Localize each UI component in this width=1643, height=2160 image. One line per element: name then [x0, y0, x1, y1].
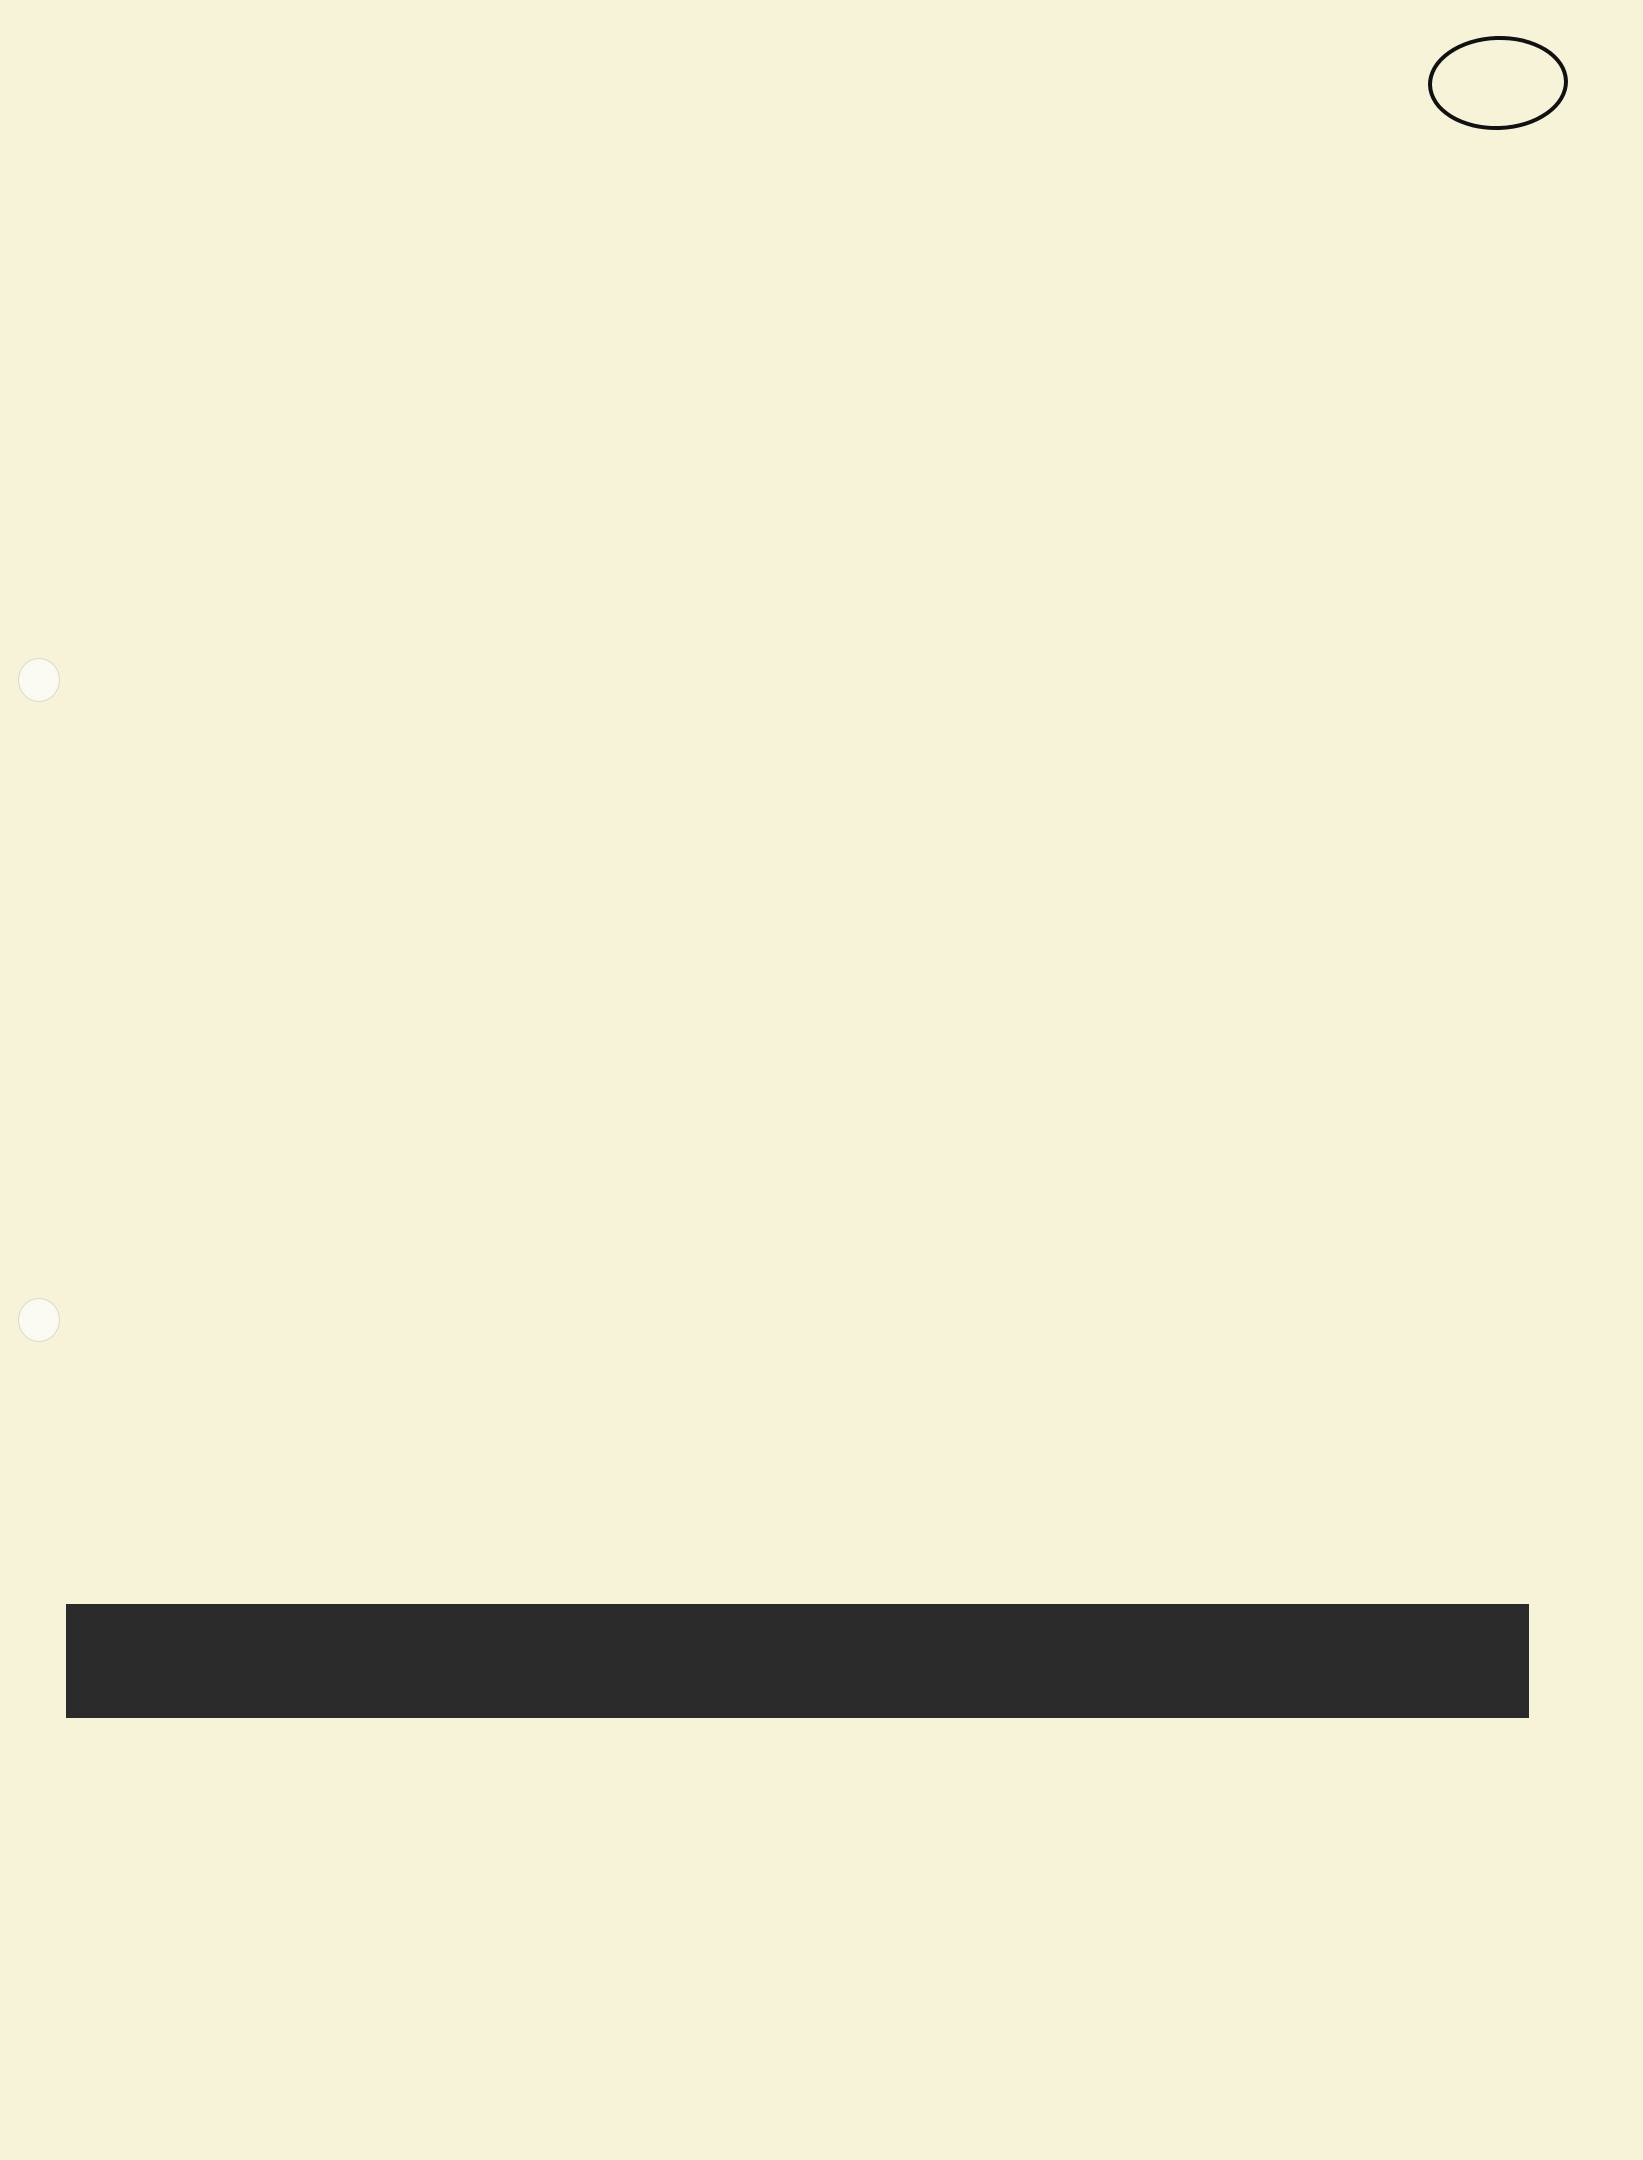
binder-hole-top — [18, 658, 60, 702]
dancing-figures-illustration — [66, 1604, 1529, 1718]
page-number-badge — [1426, 34, 1569, 133]
dotted-border-top — [15, 68, 1415, 128]
dancing-women-banner — [66, 1604, 1529, 1718]
binder-hole-bottom — [18, 1298, 60, 1342]
dotted-border-right — [1485, 130, 1605, 2150]
